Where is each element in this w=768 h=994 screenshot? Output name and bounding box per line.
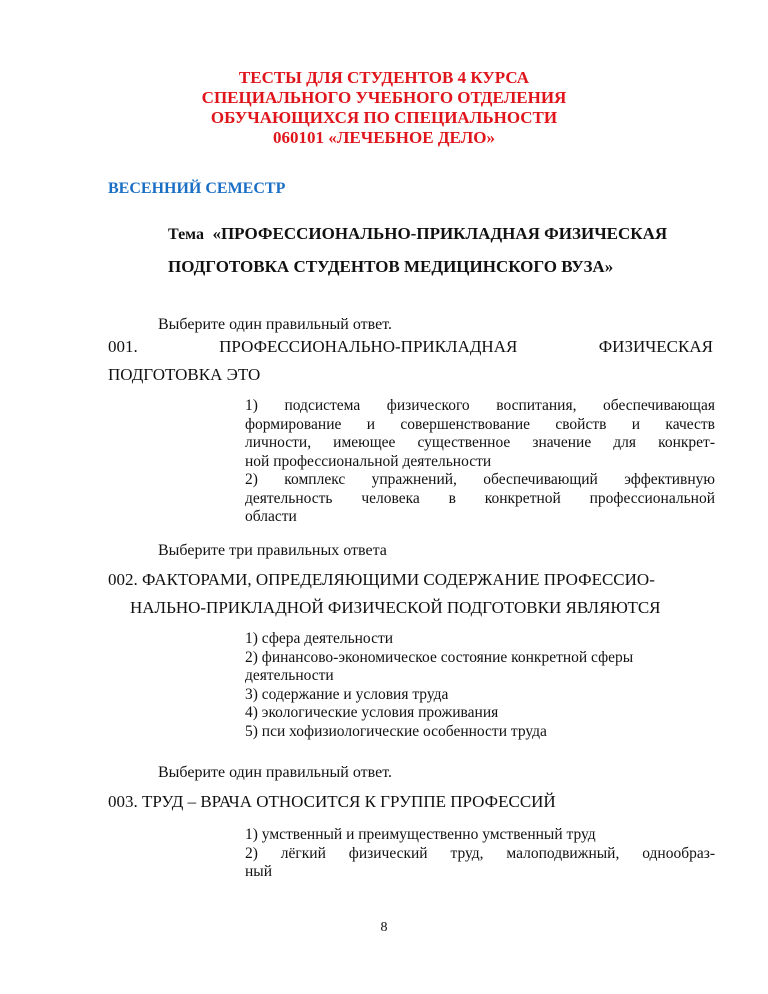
topic-prefix: Тема — [168, 226, 204, 243]
topic-heading — [168, 218, 667, 283]
q1-text — [108, 333, 713, 389]
header-line-4: 060101 «ЛЕЧЕБНОЕ ДЕЛО» — [272, 128, 496, 147]
q1-answers — [245, 397, 715, 527]
q1-number: 001. — [108, 337, 138, 356]
q1-answer-line: области — [245, 508, 297, 525]
q2-line-1: 002. ФАКТОРАМИ, ОПРЕДЕЛЯЮЩИМИ СОДЕРЖАНИЕ ПРОФЕССИО- — [108, 570, 655, 589]
q1-answer-line: ной профессиональной деятельности — [245, 452, 492, 470]
q3-answer-line: 1) умственный и преимущественно умственный труд — [245, 826, 596, 843]
page-number: 8 — [380, 920, 388, 935]
q3-answers — [245, 826, 715, 882]
q2-answer-line: деятельности — [245, 667, 334, 684]
q1-answer-line: личности, имеющее существенное значение для конкрет- — [245, 434, 715, 451]
header-line-2: СПЕЦИАЛЬНОГО УЧЕБНОГО ОТДЕЛЕНИЯ — [201, 88, 567, 107]
q2-answer-line: 1) сфера деятельности — [245, 630, 394, 647]
q2-answer-line: 5) пси хофизиологические особенности труда — [245, 722, 547, 740]
q1-answer-line: 1) подсистема физического воспитания, обеспечивающая — [245, 397, 715, 414]
q1-word-2: ФИЗИЧЕСКАЯ — [598, 337, 713, 356]
q2-answers — [245, 630, 715, 741]
q3-text — [108, 788, 713, 816]
q1-answer-line: деятельность человека в конкретной профессиональной — [245, 489, 715, 507]
q1-line-2: ПОДГОТОВКА ЭТО — [108, 365, 261, 384]
topic-line-1: «ПРОФЕССИОНАЛЬНО-ПРИКЛАДНАЯ ФИЗИЧЕСКАЯ — [212, 224, 668, 243]
q1-answer-line: 2) комплекс упражнений, обеспечивающий эффективную — [245, 471, 715, 488]
q3-answer-line: ный — [245, 863, 273, 880]
q2-line-2: НАЛЬНО-ПРИКЛАДНОЙ ФИЗИЧЕСКОЙ ПОДГОТОВКИ ЯВЛЯЮТСЯ — [130, 598, 661, 617]
q3-instruction: Выберите один правильный ответ. — [158, 764, 392, 781]
q2-instruction: Выберите три правильных ответа — [158, 542, 387, 559]
q2-answer-line: 4) экологические условия проживания — [245, 704, 499, 721]
semester-heading: ВЕСЕННИЙ СЕМЕСТР — [108, 180, 286, 197]
document-header — [0, 68, 768, 148]
header-line-1: ТЕСТЫ ДЛЯ СТУДЕНТОВ 4 КУРСА — [238, 68, 530, 87]
q3-answer-line: 2) лёгкий физический труд, малоподвижный, однообраз- — [245, 844, 715, 862]
q1-answer-line: формирование и совершенствование свойств и качеств — [245, 415, 715, 433]
q2-answer-line: 2) финансово-экономическое состояние конкретной сферы — [245, 648, 634, 666]
q3-line-1: 003. ТРУД – ВРАЧА ОТНОСИТСЯ К ГРУППЕ ПРОФЕССИЙ — [108, 792, 556, 811]
topic-line-2: ПОДГОТОВКА СТУДЕНТОВ МЕДИЦИНСКОГО ВУЗА» — [168, 257, 614, 276]
q1-word-1: ПРОФЕССИОНАЛЬНО-ПРИКЛАДНАЯ — [219, 337, 518, 356]
q2-text — [108, 566, 713, 622]
q2-answer-line: 3) содержание и условия труда — [245, 685, 449, 703]
q1-instruction: Выберите один правильный ответ. — [158, 316, 392, 333]
header-line-3: ОБУЧАЮЩИХСЯ ПО СПЕЦИАЛЬНОСТИ — [210, 108, 558, 127]
